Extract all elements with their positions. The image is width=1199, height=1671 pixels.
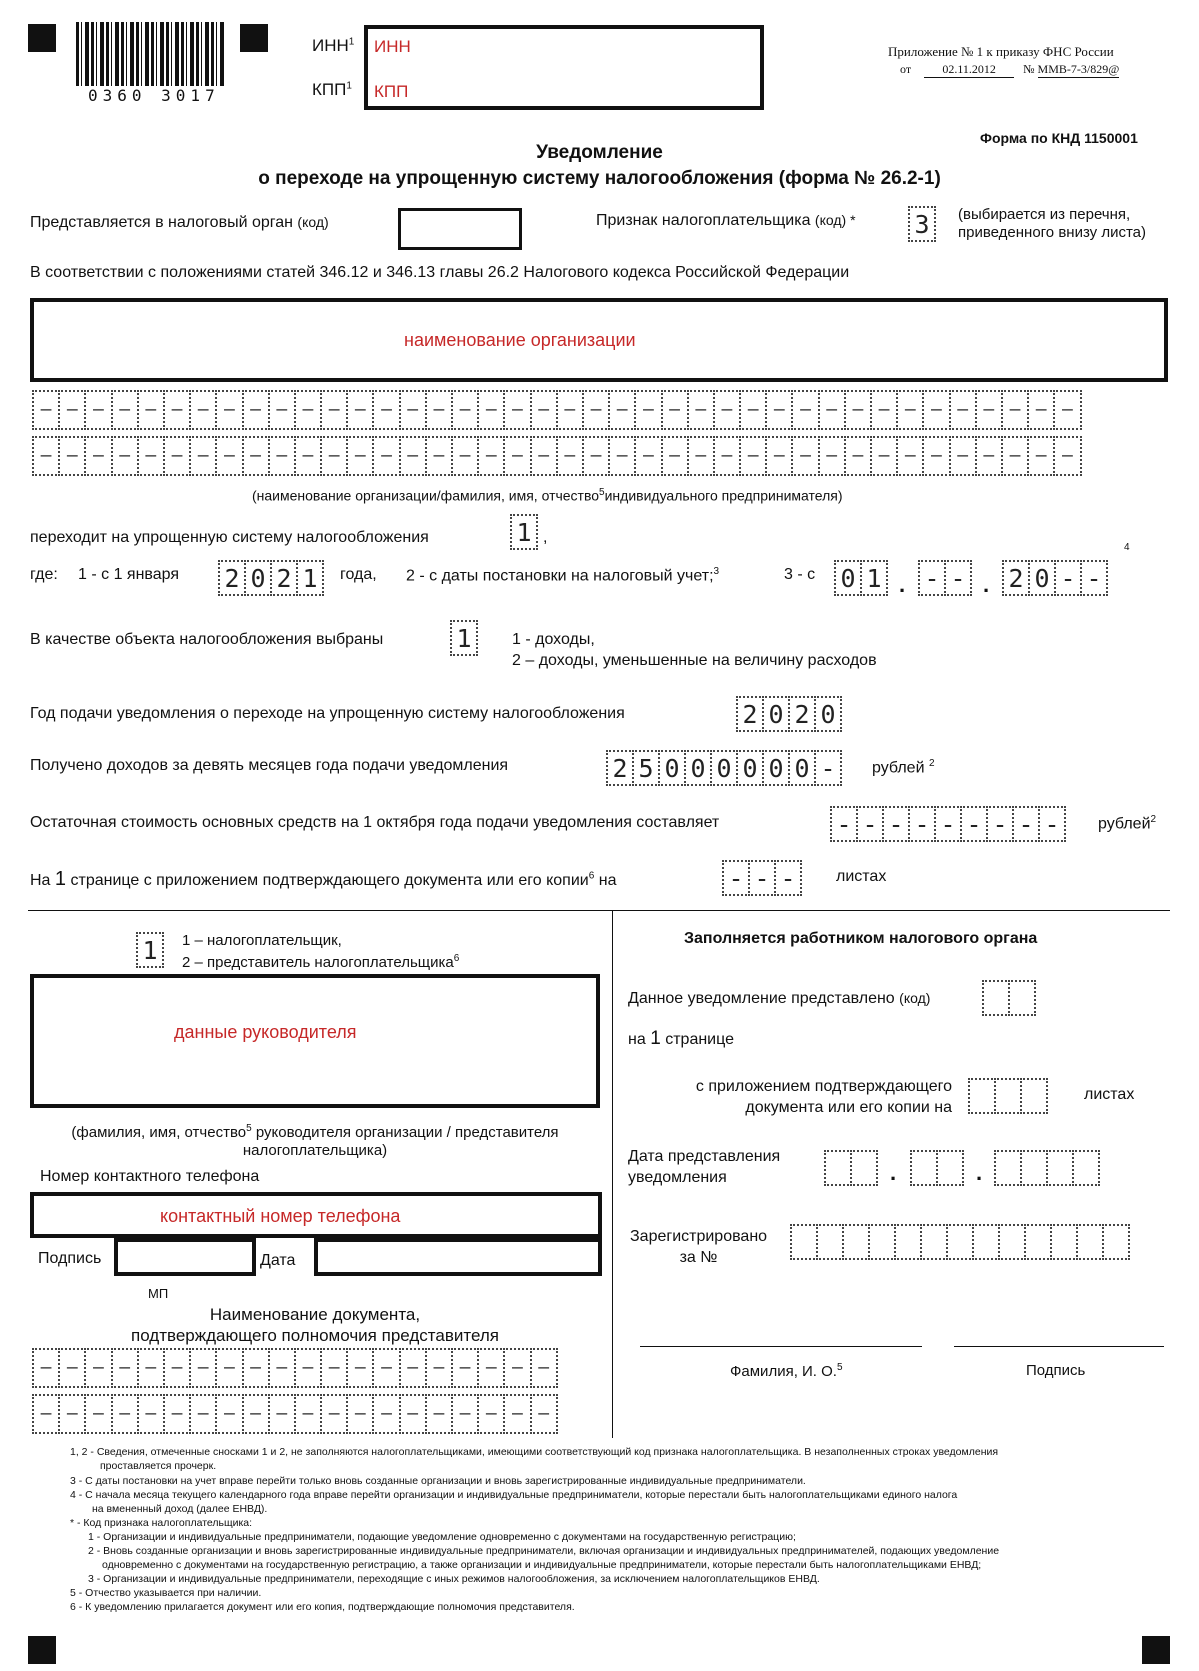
registered-number-cell[interactable]: [920, 1224, 948, 1260]
date-month-cell[interactable]: -: [918, 560, 946, 596]
doc-name-cell[interactable]: –: [111, 1394, 139, 1434]
tax-organ-label: Представляется в налоговый орган (код): [30, 214, 329, 231]
org-name-cell[interactable]: –: [1001, 436, 1029, 476]
registered-number-cell[interactable]: [1050, 1224, 1078, 1260]
where-label: где:: [30, 566, 58, 583]
date-year-cell[interactable]: 2: [1002, 560, 1030, 596]
registered-number-cell[interactable]: [842, 1224, 870, 1260]
submit-year-cell-4[interactable]: [1072, 1150, 1100, 1186]
doc-name-cell[interactable]: –: [215, 1348, 243, 1388]
taxpayer-sign-cell[interactable]: 3: [908, 206, 936, 242]
org-name-cell[interactable]: –: [634, 390, 662, 430]
org-name-cell[interactable]: –: [111, 390, 139, 430]
kpp-field[interactable]: КПП: [374, 82, 409, 101]
doc-name-cell[interactable]: –: [425, 1394, 453, 1434]
corner-marker-bottom-left: [28, 1636, 56, 1664]
org-name-cell[interactable]: –: [111, 436, 139, 476]
org-name-cell[interactable]: –: [661, 390, 689, 430]
transition-comma: ,: [543, 529, 548, 546]
submit-day-field[interactable]: [824, 1150, 876, 1186]
option1-label: 1 - с 1 января: [78, 566, 180, 583]
submit-month-cell-1[interactable]: [910, 1150, 938, 1186]
org-name-cell[interactable]: –: [975, 436, 1003, 476]
doc-name-cell[interactable]: –: [294, 1348, 322, 1388]
registered-number-cell[interactable]: [972, 1224, 1000, 1260]
org-name-cell[interactable]: –: [634, 436, 662, 476]
footnote-line: на вмененный доход (далее ЕНВД).: [92, 1503, 268, 1515]
org-name-cell[interactable]: –: [137, 390, 165, 430]
doc-name-cell[interactable]: –: [32, 1394, 60, 1434]
doc-name-cell[interactable]: –: [399, 1348, 427, 1388]
org-name-cell[interactable]: –: [556, 390, 584, 430]
doc-label: Наименование документа, подтверждающего полномочия представителя: [131, 1305, 499, 1345]
date-year-field[interactable]: [1002, 560, 1106, 596]
org-name-cell[interactable]: –: [1027, 436, 1055, 476]
org-name-cell[interactable]: –: [477, 390, 505, 430]
object-cell[interactable]: 1: [450, 620, 478, 656]
year-suffix: года,: [340, 566, 377, 583]
residual-field[interactable]: [830, 806, 1064, 842]
start-year-cell[interactable]: 2: [270, 560, 298, 596]
attach-sheets-cell-3[interactable]: [1020, 1078, 1048, 1114]
footnote-line: 2 - Вновь созданные организации и вновь зарегистрированные индивидуальные предприниматели, включая организации и индивидуальных предпринимателей, подающих уведомление: [88, 1545, 1000, 1557]
object-label: В качестве объекта налогообложения выбраны: [30, 631, 384, 648]
sign-label: Подпись: [1026, 1362, 1086, 1379]
doc-name-cell[interactable]: –: [242, 1394, 270, 1434]
footnote-line: 3 - Организации и индивидуальные предприниматели, переходящие с иных режимов налогообложения, за исключением налогоплательщиков ЕНВД.: [88, 1573, 820, 1585]
object-option2: 2 – доходы, уменьшенные на величину расходов: [512, 652, 877, 669]
org-name-cell[interactable]: –: [975, 390, 1003, 430]
residual-cell[interactable]: -: [960, 806, 988, 842]
taxpayer-sign-field[interactable]: [908, 206, 934, 242]
registered-number-cell[interactable]: [868, 1224, 896, 1260]
vertical-divider: [612, 910, 613, 1438]
residual-label: Остаточная стоимость основных средств на 1 октября года подачи уведомления составляет: [30, 814, 720, 831]
inn-kpp-box[interactable]: [364, 25, 764, 110]
submit-year-cell-3[interactable]: [1046, 1150, 1074, 1186]
doc-name-cell[interactable]: –: [111, 1348, 139, 1388]
org-name-cell[interactable]: –: [739, 436, 767, 476]
org-name-cell[interactable]: –: [451, 436, 479, 476]
doc-name-cell[interactable]: –: [268, 1394, 296, 1434]
income-cell[interactable]: 0: [658, 750, 686, 786]
org-name-cell[interactable]: –: [163, 390, 191, 430]
year-notice-cell[interactable]: 0: [762, 696, 790, 732]
registered-number-cell[interactable]: [1024, 1224, 1052, 1260]
transition-label: переходит на упрощенную систему налогообложения: [30, 529, 429, 546]
org-name-cell[interactable]: –: [137, 436, 165, 476]
org-name-cell[interactable]: –: [399, 390, 427, 430]
start-year-cell[interactable]: 0: [244, 560, 272, 596]
doc-name-cell[interactable]: –: [32, 1348, 60, 1388]
org-name-cell[interactable]: –: [503, 390, 531, 430]
org-name-cell[interactable]: –: [1027, 390, 1055, 430]
org-name-row-2[interactable]: [32, 436, 1080, 476]
org-name-cell[interactable]: –: [530, 436, 558, 476]
org-name-cell[interactable]: –: [765, 436, 793, 476]
org-name-cell[interactable]: –: [163, 436, 191, 476]
org-name-cell[interactable]: –: [608, 390, 636, 430]
org-name-cell[interactable]: –: [765, 390, 793, 430]
mp-label: МП: [148, 1286, 169, 1301]
year-notice-cell[interactable]: 2: [788, 696, 816, 732]
registered-number-cell[interactable]: [790, 1224, 818, 1260]
org-name-cell[interactable]: –: [84, 390, 112, 430]
option2-label: 2 - с даты постановки на налоговый учет;$^3$: [406, 566, 720, 585]
doc-name-cell[interactable]: –: [215, 1394, 243, 1434]
org-name-cell[interactable]: –: [791, 390, 819, 430]
registered-label: Зарегистрировано за №: [630, 1228, 768, 1266]
org-name-cell[interactable]: –: [503, 436, 531, 476]
start-year-field[interactable]: [218, 560, 322, 596]
doc-name-cell[interactable]: –: [346, 1348, 374, 1388]
transition-field[interactable]: [510, 514, 536, 550]
org-name-cell[interactable]: –: [870, 390, 898, 430]
doc-name-cell[interactable]: –: [84, 1394, 112, 1434]
phone-placeholder: контактный номер телефона: [160, 1206, 401, 1226]
submit-day-cell-1[interactable]: [824, 1150, 852, 1186]
start-year-cell[interactable]: 2: [218, 560, 246, 596]
org-name-caption: (наименование организации/фамилия, имя, отчество$^5$индивидуального предпринимателя): [252, 487, 843, 504]
corner-marker-top-right: [240, 24, 268, 52]
tax-organ-code-field[interactable]: [398, 208, 522, 250]
org-name-cell[interactable]: –: [687, 390, 715, 430]
sheets-cell[interactable]: -: [748, 860, 776, 896]
org-name-cell[interactable]: –: [791, 436, 819, 476]
residual-cell[interactable]: -: [856, 806, 884, 842]
org-name-cell[interactable]: –: [268, 436, 296, 476]
submit-day-cell-2[interactable]: [850, 1150, 878, 1186]
org-name-cell[interactable]: –: [425, 390, 453, 430]
doc-name-cell[interactable]: –: [320, 1348, 348, 1388]
residual-unit: рублей$^2$: [1098, 814, 1157, 833]
org-name-cell[interactable]: –: [84, 436, 112, 476]
org-name-cell[interactable]: –: [451, 390, 479, 430]
date-year-cell[interactable]: -: [1080, 560, 1108, 596]
doc-name-cell[interactable]: –: [503, 1394, 531, 1434]
org-name-cell[interactable]: –: [372, 436, 400, 476]
appendix-line: Приложение № 1 к приказу ФНС России: [888, 44, 1114, 59]
org-name-cell[interactable]: –: [1001, 390, 1029, 430]
doc-name-cell[interactable]: –: [189, 1348, 217, 1388]
submit-year-cell-2[interactable]: [1020, 1150, 1048, 1186]
org-name-cell[interactable]: –: [399, 436, 427, 476]
registered-number-cell[interactable]: [998, 1224, 1026, 1260]
date-month-cell[interactable]: -: [944, 560, 972, 596]
page-title: Уведомление: [536, 142, 663, 163]
registered-number-cell[interactable]: [1076, 1224, 1104, 1260]
org-name-cell[interactable]: –: [949, 436, 977, 476]
doc-name-row-1[interactable]: [32, 1348, 556, 1388]
registered-number-cell[interactable]: [894, 1224, 922, 1260]
registered-number-field[interactable]: [790, 1224, 1128, 1260]
year-notice-label: Год подачи уведомления о переходе на упрощенную систему налогообложения: [30, 705, 625, 722]
registered-number-cell[interactable]: [946, 1224, 974, 1260]
org-name-cell[interactable]: –: [215, 390, 243, 430]
footnote-line: 5 - Отчество указывается при наличии.: [70, 1587, 262, 1599]
signer-field[interactable]: [136, 932, 162, 968]
right-title: Заполняется работником налогового органа: [684, 930, 1038, 947]
date-dot-1: .: [899, 572, 906, 597]
articles-text: В соответствии с положениями статей 346.12 и 346.13 главы 26.2 Налогового кодекса Российской Федерации: [30, 264, 850, 281]
doc-name-cell[interactable]: –: [451, 1348, 479, 1388]
signature-field[interactable]: [114, 1238, 256, 1276]
footnote-line: * - Код признака налогоплательщика:: [70, 1517, 253, 1529]
inn-label: ИНН$^1$: [312, 36, 355, 55]
residual-cell[interactable]: -: [1012, 806, 1040, 842]
doc-name-cell[interactable]: –: [84, 1348, 112, 1388]
org-name-cell[interactable]: –: [346, 436, 374, 476]
signer-options: 1 – налогоплательщик, 2 – представитель налогоплательщика$^6$: [182, 932, 460, 971]
doc-name-cell[interactable]: –: [242, 1348, 270, 1388]
barcode-number: 0360 3017: [88, 86, 220, 105]
doc-name-cell[interactable]: –: [372, 1394, 400, 1434]
residual-cell[interactable]: -: [934, 806, 962, 842]
taxpayer-sign-label: Признак налогоплательщика (код) *: [596, 212, 856, 229]
object-field[interactable]: [450, 620, 476, 656]
org-name-cell[interactable]: –: [713, 390, 741, 430]
footnote-line: 6 - К уведомлению прилагается документ или его копия, подтверждающие полномочия представителя.: [70, 1601, 575, 1613]
date-dot-2: .: [983, 572, 990, 597]
submit-date-label: Дата представления уведомления: [628, 1148, 781, 1186]
income-cell[interactable]: 0: [736, 750, 764, 786]
org-name-cell[interactable]: –: [922, 436, 950, 476]
doc-name-cell[interactable]: –: [58, 1394, 86, 1434]
signature-label: Подпись: [38, 1250, 102, 1267]
attach-sheets-cell-1[interactable]: [968, 1078, 996, 1114]
income-cell[interactable]: -: [814, 750, 842, 786]
attach-suffix: листах: [1084, 1086, 1135, 1103]
page-subtitle: о переходе на упрощенную систему налогообложения (форма № 26.2-1): [258, 168, 941, 189]
income-unit: рублей $^2$: [872, 758, 935, 777]
date-year-cell[interactable]: -: [1054, 560, 1082, 596]
year-notice-cell[interactable]: 0: [814, 696, 842, 732]
doc-name-cell[interactable]: –: [163, 1348, 191, 1388]
option3-sup: 4: [1124, 542, 1130, 553]
income-cell[interactable]: 0: [762, 750, 790, 786]
income-cell[interactable]: 0: [788, 750, 816, 786]
org-name-placeholder: наименование организации: [404, 330, 636, 350]
doc-name-cell[interactable]: –: [425, 1348, 453, 1388]
footnote-line: 1, 2 - Сведения, отмеченные сносками 1 и 2, не заполняются налогоплательщиками, имеющими соответствующий код признака налогоплательщика. В незаполненных строках уведомления: [70, 1446, 999, 1458]
registered-number-cell[interactable]: [1102, 1224, 1130, 1260]
org-name-cell[interactable]: –: [32, 390, 60, 430]
doc-name-cell[interactable]: –: [451, 1394, 479, 1434]
submit-year-cell-1[interactable]: [994, 1150, 1022, 1186]
submitted-label: Данное уведомление представлено (код): [628, 990, 931, 1007]
date-day-field[interactable]: [834, 560, 886, 596]
income-label: Получено доходов за девять месяцев года подачи уведомления: [30, 757, 509, 774]
org-name-cell[interactable]: –: [896, 390, 924, 430]
head-caption: (фамилия, имя, отчество$^5$ руководителя организации / представителя налогоплательщика): [71, 1123, 559, 1159]
org-name-cell[interactable]: –: [215, 436, 243, 476]
residual-cell[interactable]: -: [986, 806, 1014, 842]
fio-label: Фамилия, И. О.$^5$: [730, 1362, 843, 1380]
attach-sheets-cell-2[interactable]: [994, 1078, 1022, 1114]
attach-sheets-field[interactable]: [968, 1078, 1046, 1114]
org-name-cell[interactable]: –: [949, 390, 977, 430]
org-name-cell[interactable]: –: [556, 436, 584, 476]
org-name-cell[interactable]: –: [818, 390, 846, 430]
submitted-code-cell-2[interactable]: [1008, 980, 1036, 1016]
sign-line: [954, 1346, 1164, 1347]
org-name-cell[interactable]: –: [608, 436, 636, 476]
date-label: Дата: [260, 1252, 296, 1269]
transition-cell[interactable]: 1: [510, 514, 538, 550]
org-name-cell[interactable]: –: [58, 436, 86, 476]
income-cell[interactable]: 2: [606, 750, 634, 786]
fio-line: [640, 1346, 922, 1347]
org-name-cell[interactable]: –: [844, 436, 872, 476]
doc-name-cell[interactable]: –: [399, 1394, 427, 1434]
footnote-line: 1 - Организации и индивидуальные предприниматели, подающие уведомление одновременно с документами на государственную регистрацию;: [88, 1531, 796, 1543]
submit-month-cell-2[interactable]: [936, 1150, 964, 1186]
org-name-cell[interactable]: –: [687, 436, 715, 476]
org-name-cell[interactable]: –: [425, 436, 453, 476]
doc-name-cell[interactable]: –: [530, 1394, 558, 1434]
org-name-cell[interactable]: –: [346, 390, 374, 430]
org-name-cell[interactable]: –: [713, 436, 741, 476]
year-notice-field[interactable]: [736, 696, 840, 732]
org-name-cell[interactable]: –: [1053, 436, 1081, 476]
doc-name-cell[interactable]: –: [268, 1348, 296, 1388]
doc-name-cell[interactable]: –: [372, 1348, 400, 1388]
doc-name-cell[interactable]: –: [58, 1348, 86, 1388]
submit-date-dot-2: .: [976, 1160, 983, 1185]
date-day-cell[interactable]: 0: [834, 560, 862, 596]
org-name-cell[interactable]: –: [739, 390, 767, 430]
footnote-line: 4 - С начала месяца текущего календарного года вправе перейти организации и индивидуальные предприниматели, которые перестали быть налогоплательщиками единого налога: [70, 1489, 958, 1501]
footnote-line: одновременно с документами на государственную регистрацию, а также организации и индивидуальные предприниматели, которые перестали быть налогоплательщиками ЕНВД;: [102, 1559, 982, 1571]
horizontal-divider: [28, 910, 1170, 911]
org-name-cell[interactable]: –: [477, 436, 505, 476]
inn-field[interactable]: ИНН: [374, 37, 411, 56]
residual-cell[interactable]: -: [830, 806, 858, 842]
submitted-code-cell-1[interactable]: [982, 980, 1010, 1016]
income-cell[interactable]: 0: [684, 750, 712, 786]
org-name-cell[interactable]: –: [372, 390, 400, 430]
attach-text: с приложением подтверждающего документа или его копии на: [695, 1078, 952, 1116]
org-name-cell[interactable]: –: [32, 436, 60, 476]
org-name-cell[interactable]: –: [844, 390, 872, 430]
org-name-cell[interactable]: –: [320, 390, 348, 430]
org-name-cell[interactable]: –: [320, 436, 348, 476]
org-name-cell[interactable]: –: [242, 436, 270, 476]
option3-label: 3 - с: [784, 566, 816, 583]
doc-name-cell[interactable]: –: [320, 1394, 348, 1434]
doc-name-cell[interactable]: –: [137, 1348, 165, 1388]
date-field[interactable]: [314, 1238, 602, 1276]
org-name-cell[interactable]: –: [294, 390, 322, 430]
object-option1: 1 - доходы,: [512, 631, 595, 648]
org-name-cell[interactable]: –: [870, 436, 898, 476]
org-name-cell[interactable]: –: [582, 436, 610, 476]
income-cell[interactable]: 0: [710, 750, 738, 786]
kpp-label: КПП$^1$: [312, 80, 352, 99]
pages-text: На 1 странице с приложением подтверждающего документа или его копии$^6$ на: [30, 868, 617, 890]
residual-cell[interactable]: -: [1038, 806, 1066, 842]
appendix-date-line: от 02.11.2012 № ММВ-7-3/829@: [900, 62, 1120, 76]
date-day-cell[interactable]: 1: [860, 560, 888, 596]
signer-cell[interactable]: 1: [136, 932, 164, 968]
submit-month-field[interactable]: [910, 1150, 962, 1186]
date-year-cell[interactable]: 0: [1028, 560, 1056, 596]
org-name-cell[interactable]: –: [189, 436, 217, 476]
doc-name-cell[interactable]: –: [477, 1348, 505, 1388]
org-name-cell[interactable]: –: [189, 390, 217, 430]
org-name-row-1[interactable]: [32, 390, 1080, 430]
sheets-suffix: листах: [836, 868, 887, 885]
org-name-cell[interactable]: –: [530, 390, 558, 430]
barcode: [76, 22, 226, 86]
start-year-cell[interactable]: 1: [296, 560, 324, 596]
org-name-cell[interactable]: –: [242, 390, 270, 430]
head-data-placeholder: данные руководителя: [174, 1022, 357, 1042]
income-field[interactable]: [606, 750, 840, 786]
residual-cell[interactable]: -: [882, 806, 910, 842]
org-name-cell[interactable]: –: [1053, 390, 1081, 430]
org-name-cell[interactable]: –: [922, 390, 950, 430]
year-notice-cell[interactable]: 2: [736, 696, 764, 732]
org-name-cell[interactable]: –: [268, 390, 296, 430]
phone-label: Номер контактного телефона: [40, 1168, 260, 1185]
doc-name-cell[interactable]: –: [137, 1394, 165, 1434]
org-name-cell[interactable]: –: [582, 390, 610, 430]
residual-cell[interactable]: -: [908, 806, 936, 842]
submit-date-dot-1: .: [890, 1160, 897, 1185]
registered-number-cell[interactable]: [816, 1224, 844, 1260]
on-pages-text: на 1 странице: [628, 1028, 734, 1049]
income-cell[interactable]: 5: [632, 750, 660, 786]
org-name-cell[interactable]: –: [661, 436, 689, 476]
doc-name-cell[interactable]: –: [346, 1394, 374, 1434]
corner-marker-bottom-right: [1142, 1636, 1170, 1664]
footnote-line: 3 - С даты постановки на учет вправе перейти только вновь созданные организации и вновь зарегистрированные индивидуальные предприниматели.: [70, 1475, 806, 1487]
taxpayer-sign-note: (выбирается из перечня, приведенного внизу листа): [958, 206, 1146, 241]
submit-year-field[interactable]: [994, 1150, 1098, 1186]
doc-name-row-2[interactable]: [32, 1394, 556, 1434]
doc-name-cell[interactable]: –: [503, 1348, 531, 1388]
date-month-field[interactable]: [918, 560, 970, 596]
footnote-line: проставляется прочерк.: [100, 1460, 217, 1472]
doc-name-cell[interactable]: –: [530, 1348, 558, 1388]
org-name-cell[interactable]: –: [896, 436, 924, 476]
org-name-cell[interactable]: –: [294, 436, 322, 476]
org-name-cell[interactable]: –: [58, 390, 86, 430]
doc-name-cell[interactable]: –: [189, 1394, 217, 1434]
corner-marker-top-left: [28, 24, 56, 52]
doc-name-cell[interactable]: –: [294, 1394, 322, 1434]
sheets-cell[interactable]: -: [722, 860, 750, 896]
sheets-field[interactable]: [722, 860, 800, 896]
doc-name-cell[interactable]: –: [163, 1394, 191, 1434]
doc-name-cell[interactable]: –: [477, 1394, 505, 1434]
submitted-code-field[interactable]: [982, 980, 1034, 1016]
org-name-cell[interactable]: –: [818, 436, 846, 476]
form-code: Форма по КНД 1150001: [980, 130, 1138, 146]
sheets-cell[interactable]: -: [774, 860, 802, 896]
